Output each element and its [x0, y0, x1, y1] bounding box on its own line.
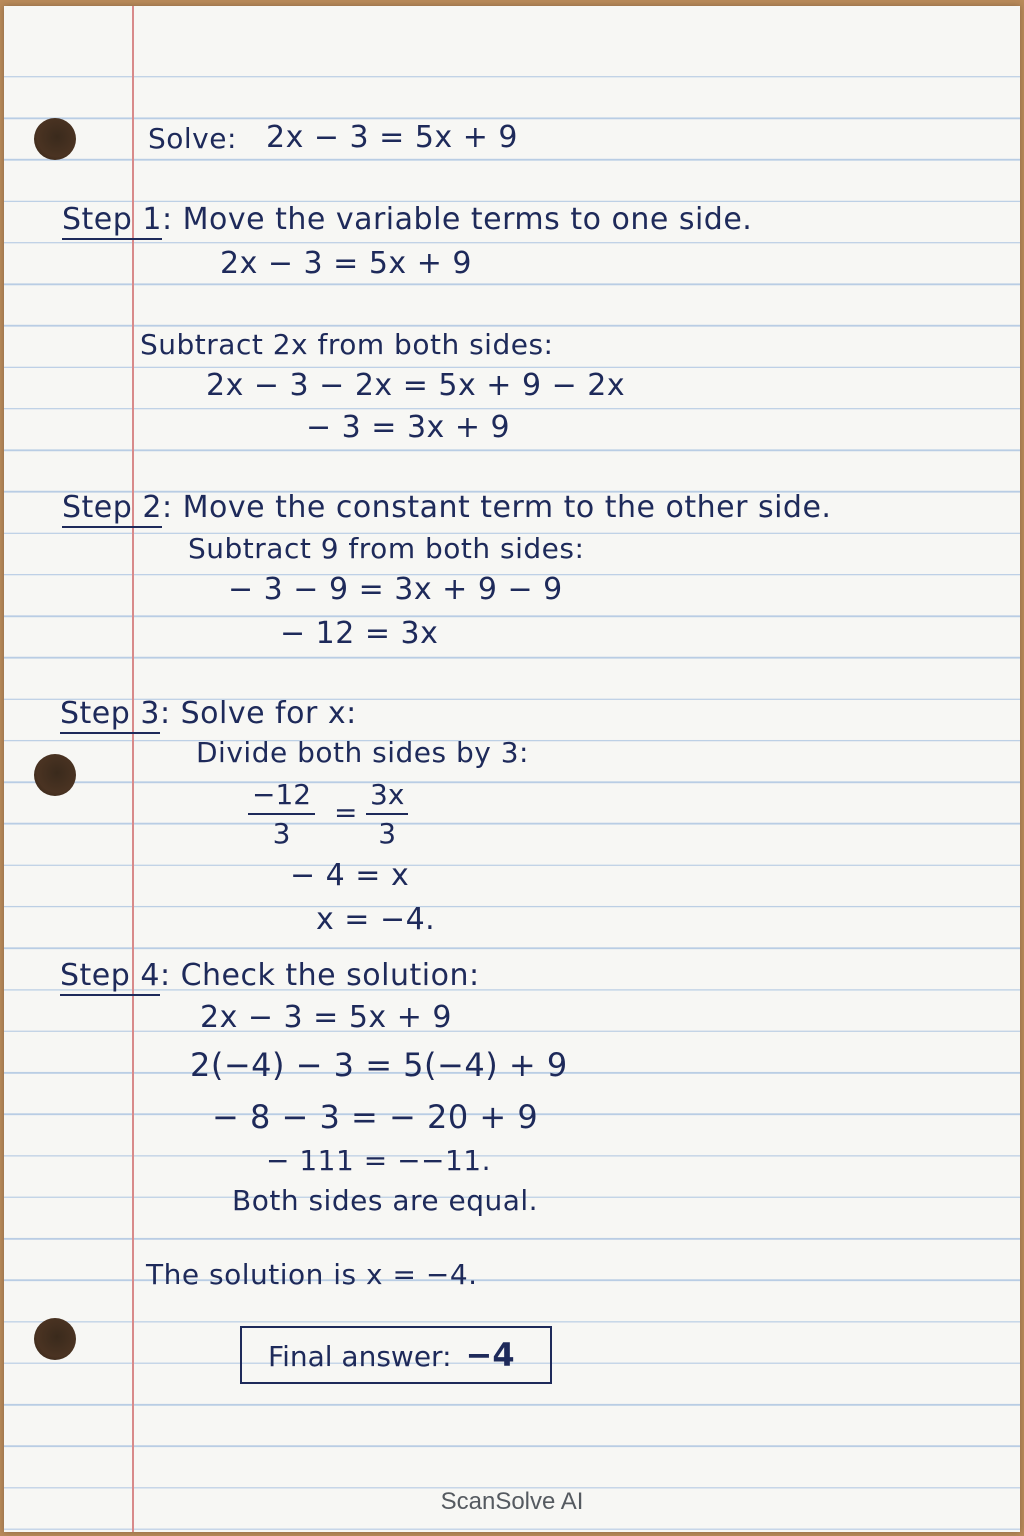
fraction-right-denominator: 3 — [378, 817, 397, 850]
step-4-note: Both sides are equal. — [232, 1184, 539, 1217]
step-1-equation-3: − 3 = 3x + 9 — [306, 410, 511, 445]
step-3-text: : Solve for x: — [159, 696, 357, 731]
watermark-text: ScanSolve AI — [440, 1488, 584, 1515]
fraction-equals: = — [334, 796, 358, 829]
step-1-text: : Move the variable terms to one side. — [161, 202, 753, 237]
step-4-equation-4: − 111 = −−11. — [266, 1144, 492, 1177]
step-2-text: : Move the constant term to the other side. — [161, 490, 832, 525]
fraction-right-numerator: 3x — [366, 778, 408, 815]
step-1-equation-2: 2x − 3 − 2x = 5x + 9 − 2x — [206, 368, 626, 403]
step-4-equation-2: 2(−4) − 3 = 5(−4) + 9 — [190, 1046, 568, 1084]
step-4-equation-3: − 8 − 3 = − 20 + 9 — [212, 1098, 539, 1136]
step-2-equation-2: − 12 = 3x — [280, 616, 439, 651]
punch-hole-top — [34, 118, 76, 160]
fraction-left-numerator: −12 — [248, 778, 315, 815]
final-answer-value: −4 — [465, 1336, 515, 1374]
conclusion-text: The solution is x = −4. — [146, 1258, 478, 1291]
fraction-right — [366, 778, 408, 850]
step-3-equation-1: − 4 = x — [290, 858, 410, 893]
step-3-label: Step 3 — [60, 696, 160, 734]
step-3-instruction: Divide both sides by 3: — [196, 736, 529, 769]
problem-label: Solve: — [148, 122, 237, 155]
step-4-equation-1: 2x − 3 = 5x + 9 — [200, 1000, 452, 1035]
step-1-label: Step 1 — [62, 202, 162, 240]
final-answer-box — [240, 1326, 552, 1384]
step-1-equation-1: 2x − 3 = 5x + 9 — [220, 246, 472, 281]
step-2-label: Step 2 — [62, 490, 162, 528]
step-4-label: Step 4 — [60, 958, 160, 996]
punch-hole-bottom — [34, 1318, 76, 1360]
fraction-left — [248, 778, 315, 850]
step-2-instruction: Subtract 9 from both sides: — [188, 532, 585, 565]
punch-hole-middle — [34, 754, 76, 796]
step-3-equation-2: x = −4. — [316, 902, 436, 937]
step-2-heading — [62, 490, 831, 525]
problem-equation: 2x − 3 = 5x + 9 — [266, 120, 518, 155]
step-2-equation-1: − 3 − 9 = 3x + 9 − 9 — [228, 572, 563, 607]
step-3-heading — [60, 696, 357, 731]
step-1-heading — [62, 202, 752, 237]
fraction-left-denominator: 3 — [272, 817, 291, 850]
step-4-heading — [60, 958, 480, 993]
step-4-text: : Check the solution: — [159, 958, 480, 993]
notebook-page — [4, 6, 1020, 1532]
step-1-instruction: Subtract 2x from both sides: — [140, 328, 554, 361]
final-answer-label: Final answer: — [268, 1340, 452, 1373]
